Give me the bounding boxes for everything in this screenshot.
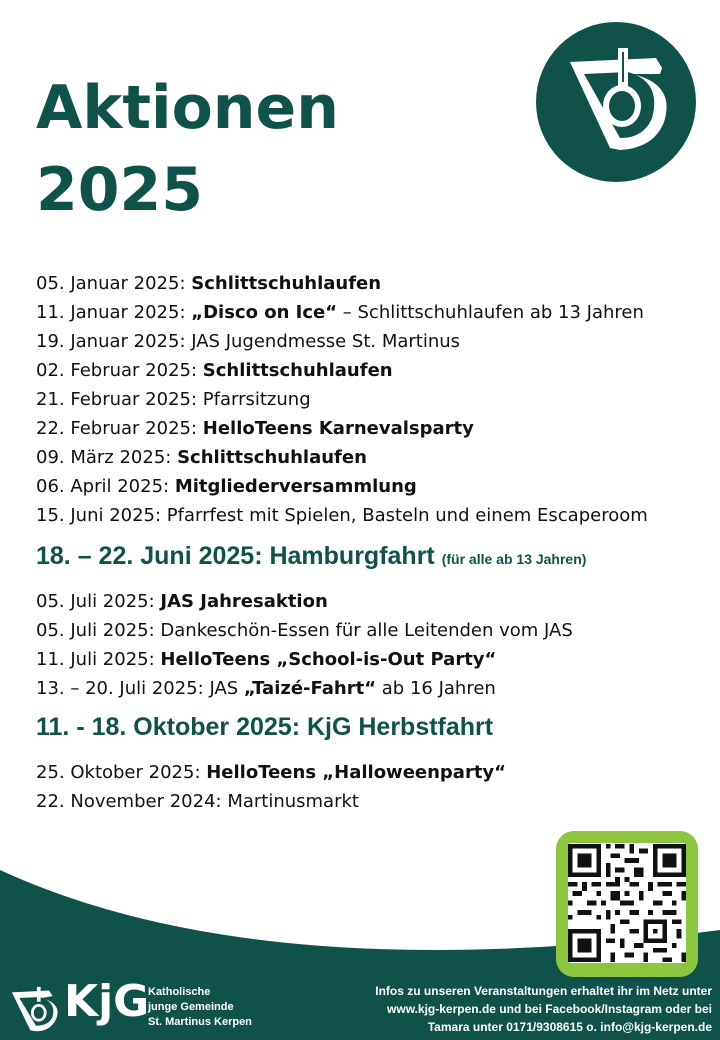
contact-info: Infos zu unseren Veranstaltungen erhaltet ihr im Netz unter www.kjg-kerpen.de und bei Facebook/Instagram oder bei Tamara unter 0171/9308615 o. info@kjg-kerpen.de: [375, 984, 712, 1034]
qr-code-icon: [568, 843, 686, 963]
title-line-2: 2025: [36, 155, 203, 225]
event-row: 13. – 20. Juli 2025: JAS „Taizé-Fahrt“ ab 16 Jahren: [36, 678, 496, 699]
title-line-1: Aktionen: [36, 73, 339, 143]
event-row: 05. Januar 2025: Schlittschuhlaufen: [36, 273, 382, 294]
event-row: 06. April 2025: Mitgliederversammlung: [36, 476, 417, 497]
qr-code[interactable]: [568, 843, 686, 963]
event-row: 09. März 2025: Schlittschuhlaufen: [36, 447, 367, 468]
event-row: 02. Februar 2025: Schlittschuhlaufen: [36, 360, 393, 381]
organization-name: Katholische junge Gemeinde St. Martinus Kerpen: [148, 986, 252, 1028]
event-row: 22. Februar 2025: HelloTeens Karnevalsparty: [36, 418, 474, 439]
highlight-text: 18. – 22. Juni 2025: Hamburgfahrt: [36, 542, 435, 570]
qr-code-frame[interactable]: [556, 831, 698, 977]
event-row: 11. Juli 2025: HelloTeens „School-is-Out Party“: [36, 649, 497, 670]
highlight-note: (für alle ab 13 Jahren): [441, 551, 587, 567]
event-row: 22. November 2024: Martinusmarkt: [36, 791, 359, 812]
kjg-wordmark: KjG: [64, 976, 150, 1027]
highlight-hamburgfahrt: [36, 542, 586, 571]
kjg-logo: [536, 22, 696, 182]
event-row: 05. Juli 2025: Dankeschön-Essen für alle Leitenden vom JAS: [36, 620, 573, 641]
highlight-herbstfahrt: 11. - 18. Oktober 2025: KjG Herbstfahrt: [36, 713, 494, 741]
kjg-emblem-icon: [536, 22, 696, 182]
event-row: 25. Oktober 2025: HelloTeens „Halloweenparty“: [36, 762, 506, 783]
event-row: 21. Februar 2025: Pfarrsitzung: [36, 389, 311, 410]
event-list-3: [36, 758, 700, 816]
event-list-1: [36, 269, 700, 530]
kjg-footer-emblem-icon: [8, 985, 64, 1035]
event-list-2: [36, 587, 700, 703]
event-row: 15. Juni 2025: Pfarrfest mit Spielen, Basteln und einem Escaperoom: [36, 505, 648, 526]
event-row: 19. Januar 2025: JAS Jugendmesse St. Martinus: [36, 331, 461, 352]
event-row: 05. Juli 2025: JAS Jahresaktion: [36, 591, 328, 612]
event-row: 11. Januar 2025: „Disco on Ice“ – Schlittschuhlaufen ab 13 Jahren: [36, 302, 644, 323]
